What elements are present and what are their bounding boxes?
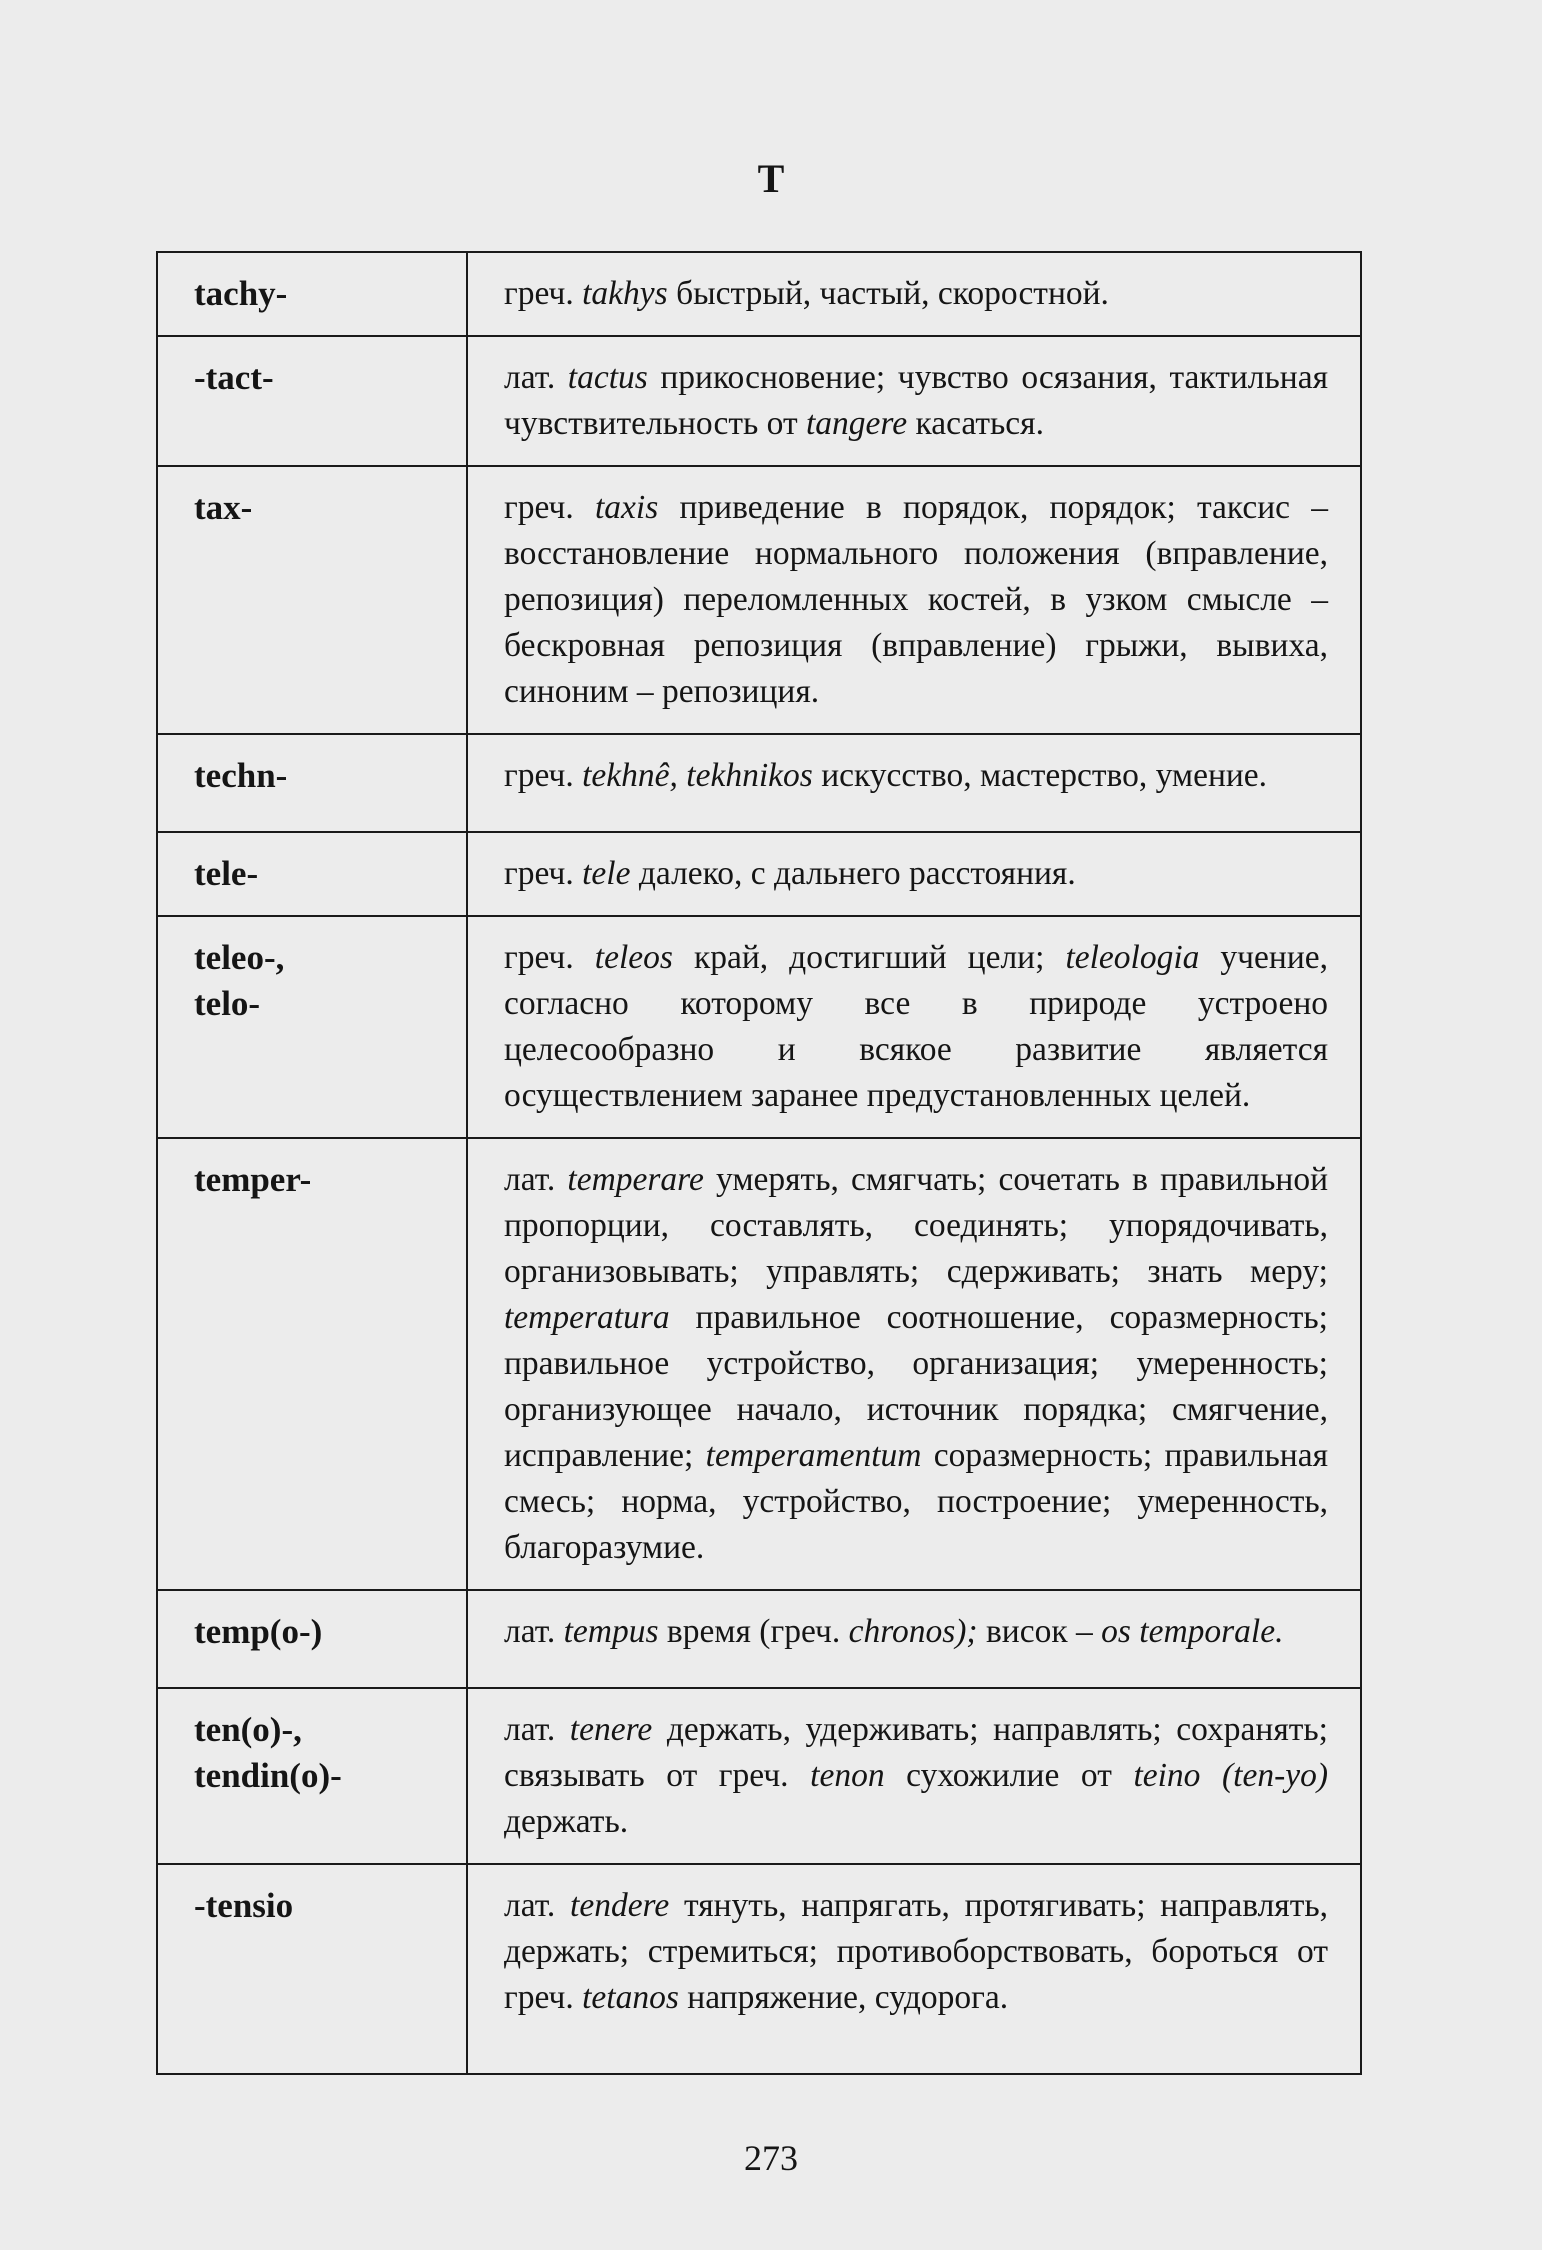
definition-segment: искусство, мастерство, умение. xyxy=(812,757,1268,794)
definition-italic-segment: taxis xyxy=(594,489,659,526)
definition-italic-segment: tekhnê, tekhnikos xyxy=(582,757,813,794)
entry-term xyxy=(157,1688,467,1864)
dictionary-entry-row xyxy=(157,734,1361,832)
definition-italic-segment: chronos); xyxy=(848,1613,978,1650)
definition-italic-segment: temperatura xyxy=(504,1299,670,1336)
definition-italic-segment: teino (ten-yo) xyxy=(1133,1757,1329,1794)
definition-segment: напряжение, судорога. xyxy=(678,1979,1009,2016)
dictionary-entry-row xyxy=(157,252,1361,336)
definition-segment: держать. xyxy=(504,1803,629,1840)
entry-term xyxy=(157,734,467,832)
dictionary-entry-row xyxy=(157,336,1361,466)
entry-term-line: tendin(o)- xyxy=(194,1756,342,1795)
dictionary-entry-row xyxy=(157,1138,1361,1590)
dictionary-table-body xyxy=(157,252,1361,2074)
page-number: 273 xyxy=(744,2138,798,2178)
dictionary-entry-row xyxy=(157,466,1361,734)
definition-italic-segment: tetanos xyxy=(582,1979,679,2016)
definition-segment: приведение в порядок, порядок; таксис – восстановление нормального положения (вправление, репозиция) переломленных костей, в узком смысле – бескровная репозиция (вправление) грыжи, вывиха, синоним – репозиция. xyxy=(504,489,1328,710)
definition-italic-segment: takhys xyxy=(582,275,668,312)
definition-italic-segment: tactus xyxy=(567,359,648,396)
entry-term xyxy=(157,466,467,734)
definition-segment: правильное соотношение, соразмерность; правильное устройство, организация; умеренность; организующее начало, источник порядка; смягчение, исправление; xyxy=(504,1299,1328,1474)
definition-italic-segment: temperare xyxy=(567,1161,704,1198)
definition-segment: быстрый, частый, скоростной. xyxy=(667,275,1109,312)
entry-definition xyxy=(467,1590,1361,1688)
definition-segment: соразмерность; правильная смесь; норма, устройство, построение; умеренность, благоразумие. xyxy=(504,1437,1328,1566)
entry-term-line: teleo-, xyxy=(194,938,285,977)
definition-segment: греч. xyxy=(504,757,583,794)
entry-definition xyxy=(467,336,1361,466)
definition-segment: греч. xyxy=(504,489,595,526)
entry-definition xyxy=(467,1864,1361,2074)
definition-segment: умерять, смягчать; сочетать в правильной пропорции, составлять, соединять; упорядочивать, организовывать; управлять; сдерживать; знать меру; xyxy=(504,1161,1328,1290)
entry-definition xyxy=(467,734,1361,832)
dictionary-entry-row xyxy=(157,916,1361,1138)
definition-italic-segment: tendere xyxy=(570,1887,670,1924)
entry-term-line: ten(o)-, xyxy=(194,1710,302,1749)
entry-definition xyxy=(467,252,1361,336)
entry-term-line: -tact- xyxy=(194,358,274,397)
entry-term xyxy=(157,1864,467,2074)
definition-segment: греч. xyxy=(504,855,583,892)
dictionary-entry-row xyxy=(157,1688,1361,1864)
entry-term-line: tele- xyxy=(194,854,259,893)
definition-segment: касаться. xyxy=(907,405,1044,442)
definition-segment: держать, удерживать; направлять; сохранять; связывать от греч. xyxy=(504,1711,1328,1794)
entry-definition xyxy=(467,1688,1361,1864)
definition-italic-segment: os temporale. xyxy=(1101,1613,1284,1650)
entry-term xyxy=(157,336,467,466)
dictionary-table xyxy=(156,251,1362,2075)
definition-segment: висок – xyxy=(977,1613,1102,1650)
definition-segment: сухожилие от xyxy=(884,1757,1134,1794)
definition-italic-segment: teleos xyxy=(594,939,673,976)
definition-italic-segment: tempus xyxy=(563,1613,659,1650)
definition-segment: лат. xyxy=(504,359,568,396)
entry-term xyxy=(157,832,467,916)
entry-term-line: temper- xyxy=(194,1160,312,1199)
entry-term xyxy=(157,916,467,1138)
definition-italic-segment: teleologia xyxy=(1065,939,1200,976)
definition-segment: учение, согласно которому все в природе устроено целесообразно и всякое развитие является осуществлением заранее предустановленных целей. xyxy=(504,939,1328,1114)
entry-term-line: techn- xyxy=(194,756,288,795)
definition-italic-segment: temperamentum xyxy=(705,1437,922,1474)
definition-segment: далеко, с дальнего расстояния. xyxy=(630,855,1076,892)
entry-term-line: temp(o-) xyxy=(194,1612,323,1651)
entry-term-line: -tensio xyxy=(194,1886,294,1925)
entry-definition xyxy=(467,832,1361,916)
definition-segment: лат. xyxy=(504,1613,564,1650)
dictionary-entry-row xyxy=(157,1590,1361,1688)
definition-italic-segment: tele xyxy=(582,855,631,892)
entry-term-line: tax- xyxy=(194,488,253,527)
definition-segment: время (греч. xyxy=(658,1613,849,1650)
definition-segment: греч. xyxy=(504,939,595,976)
dictionary-entry-row xyxy=(157,1864,1361,2074)
entry-term-line: tachy- xyxy=(194,274,288,313)
entry-term xyxy=(157,1590,467,1688)
dictionary-entry-row xyxy=(157,832,1361,916)
entry-definition xyxy=(467,1138,1361,1590)
letter-heading: T xyxy=(757,156,785,201)
entry-definition xyxy=(467,916,1361,1138)
entry-term xyxy=(157,252,467,336)
definition-segment: лат. xyxy=(504,1161,568,1198)
definition-italic-segment: tenere xyxy=(569,1711,653,1748)
entry-definition xyxy=(467,466,1361,734)
entry-term xyxy=(157,1138,467,1590)
entry-term-line: telo- xyxy=(194,984,261,1023)
definition-italic-segment: tenon xyxy=(810,1757,885,1794)
definition-segment: лат. xyxy=(504,1887,571,1924)
definition-segment: прикосновение; чувство осязания, тактильная чувствительность от xyxy=(504,359,1328,442)
definition-segment: край, достигший цели; xyxy=(672,939,1066,976)
definition-segment: греч. xyxy=(504,275,583,312)
definition-segment: лат. xyxy=(504,1711,570,1748)
definition-segment: тянуть, напрягать, протягивать; направлять, держать; стремиться; противоборствовать, бороться от греч. xyxy=(504,1887,1328,2016)
definition-italic-segment: tangere xyxy=(805,405,908,442)
